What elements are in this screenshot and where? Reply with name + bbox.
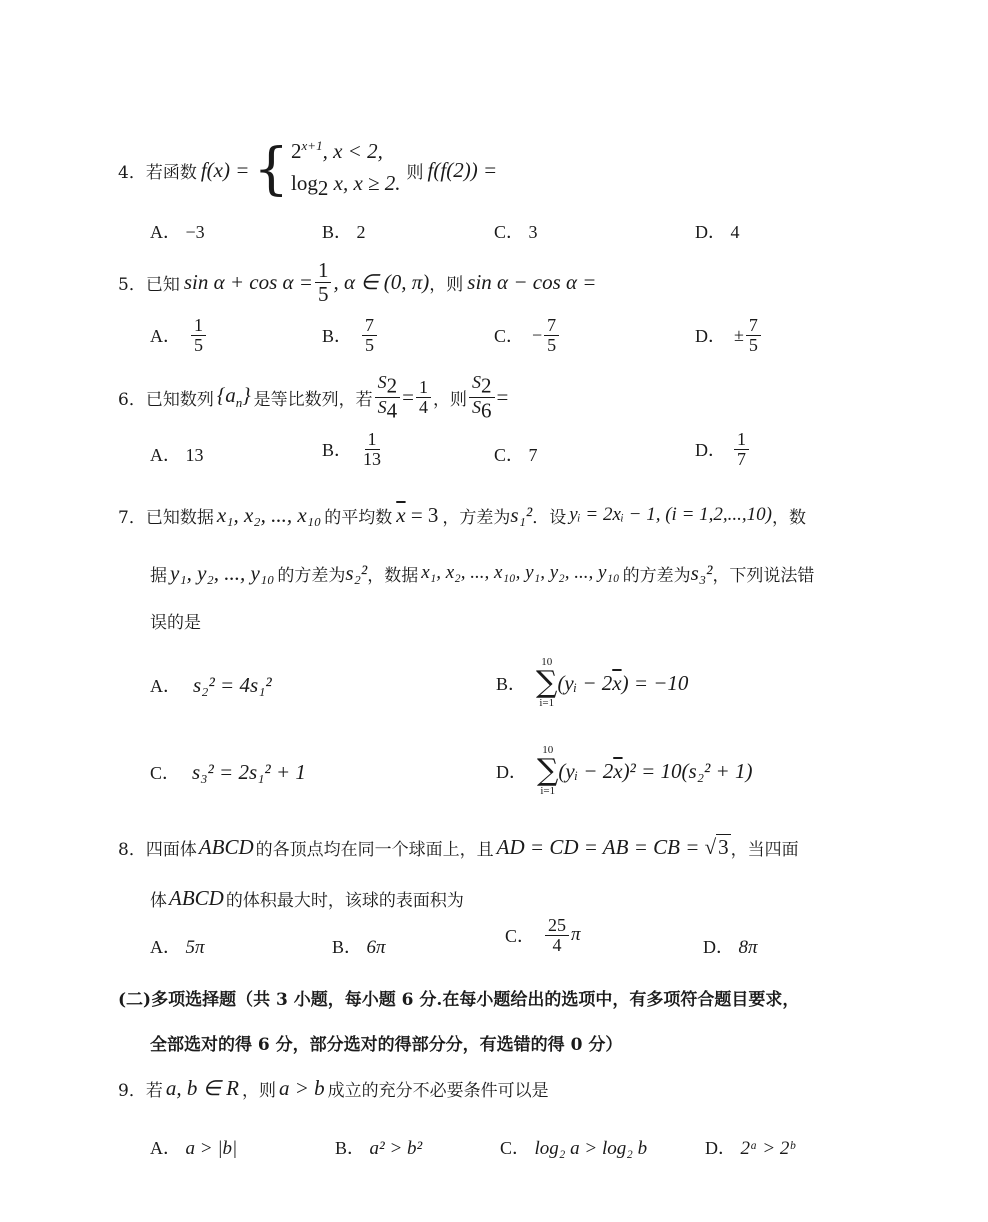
q4-stem [118, 135, 497, 205]
q8-l2-a: 体 [150, 890, 167, 911]
q5-fraction: $\frac{1}{5}$ [315, 259, 332, 304]
q5-option-c: C． − $\frac{7}{5}$ [494, 316, 561, 355]
q9-text-a: 若 [145, 1080, 163, 1101]
q6-stem [118, 370, 508, 424]
q8-l2-b: 的体积最大时，该球的表面积为 [225, 890, 464, 911]
q8-l1-eq: AD = CD = AB = CB = √3 [496, 834, 729, 859]
q7-l2-s2: s₂² [345, 560, 368, 585]
q6-option-c: C． 7 [494, 445, 538, 465]
q7-l1-e: ，数 [771, 507, 806, 528]
sum-icon: 10 ∑ i=1 [537, 744, 559, 797]
q7-line-1 [118, 498, 806, 532]
q7-l1-a: 已知数据 [145, 507, 214, 528]
q8-option-b: B． 6π [332, 937, 386, 958]
q9-cond: a, b ∈ R [165, 1075, 239, 1100]
q8-line-1 [118, 830, 799, 864]
q4-option-c: C． 3 [494, 222, 538, 242]
q7-l1-data: x₁, x₂, ..., x₁₀ [216, 502, 322, 527]
q5-expr-a: sin α + cos α = [183, 269, 313, 294]
q5-stem [118, 254, 596, 310]
q7-l1-b: 的平均数 [324, 507, 393, 528]
section-heading-line-2: 全部选对的得 6 分，部分选对的得部分分，有选错的得 0 分） [150, 1035, 623, 1055]
q4-ask: f(f(2)) = [427, 157, 498, 182]
q7-line-2 [150, 556, 814, 590]
q6-seq: $\{a_n\}$ [216, 382, 251, 411]
q7-l2-data: x₁, x₂, ..., x₁₀, y₁, y₂, ..., y₁₀ [421, 562, 620, 583]
q9-option-a: A． a > |b| [150, 1138, 238, 1159]
q8-number: 8． [118, 839, 146, 860]
q9-option-c: C． log₂ a > log₂ b [500, 1138, 648, 1159]
q6-fraction-2: $\frac{1}{4}$ [416, 378, 431, 417]
q9-number: 9． [118, 1080, 146, 1101]
q9-option-d: D． 2ᵃ > 2ᵇ [705, 1138, 795, 1159]
q7-l2-c: ，数据 [367, 565, 419, 586]
q7-l2-y: y₁, y₂, ..., y₁₀ [170, 560, 275, 585]
q7-l2-e: ，下列说法错 [712, 565, 815, 586]
q9-text-b: ，则 [241, 1080, 276, 1101]
q5-ask: sin α − cos α = [467, 269, 597, 294]
q4-option-b: B． 2 [322, 222, 366, 242]
q4-text-b: 则 [406, 162, 424, 183]
q7-l2-a: 据 [150, 565, 167, 586]
q6-equals-2: = [496, 384, 509, 409]
q5-number: 5． [118, 274, 146, 295]
q4-number: 4． [118, 162, 146, 183]
q7-option-c: C． s₃² = 2s₁² + 1 [150, 759, 306, 784]
q7-line-3: 误的是 [150, 613, 201, 633]
q8-option-d: D． 8π [703, 937, 758, 958]
q8-line-2 [150, 881, 464, 915]
q6-text-c: ，则 [433, 389, 467, 410]
q4-brace: { [253, 137, 290, 202]
q8-l1-c: ，当四面 [730, 839, 799, 860]
q6-number: 6． [118, 389, 146, 410]
q6-text-a: 已知数列 [145, 389, 214, 410]
q6-option-d: D． $\frac{1}{7}$ [695, 430, 751, 469]
q7-option-d: D． 10 ∑ i=1 (yᵢ − $2\overline{x})^2 = 10(s_2^2 + 1)$ [496, 744, 753, 797]
q8-l1-a: 四面体 [145, 839, 197, 860]
q9-text-c: 成立的充分不必要条件可以是 [327, 1080, 549, 1101]
q8-l2-abcd: ABCD [169, 885, 224, 910]
q5-text-a: 已知 [145, 274, 180, 295]
q4-case-1: $2^{x+1}$, x < 2, [291, 137, 383, 163]
q5-text-b: ，则 [429, 274, 464, 295]
q9-option-b: B． a² > b² [335, 1138, 423, 1159]
q7-l2-d: 的方差为 [622, 565, 691, 586]
q6-option-a: A． 13 [150, 445, 204, 465]
q5-option-b: B． $\frac{7}{5}$ [322, 316, 379, 355]
q4-cases [291, 135, 401, 205]
q6-fraction-3: $\frac{S_2}{S_6}$ [469, 373, 495, 421]
q5-option-a: A． $\frac{1}{5}$ [150, 316, 208, 355]
q7-l1-d: ．设 [532, 507, 567, 528]
q7-l1-c: ，方差为 [442, 507, 511, 528]
q7-l1-s1: s₁² [510, 502, 533, 527]
q4-fx: f(x) = [200, 157, 250, 182]
q6-fraction-1: $\frac{S_2}{S_4}$ [375, 373, 401, 421]
q7-mean: $\overline{x} = 3$ [396, 502, 439, 527]
q7-l2-s3: s₃² [690, 560, 713, 585]
q4-case-2: $\log_2 x$, x ≥ 2. [291, 171, 401, 201]
q4-option-a: A． −3 [150, 222, 205, 242]
q8-option-a: A． 5π [150, 937, 205, 958]
q8-option-c: C． $\frac{25}{4}$ π [505, 915, 581, 955]
q4-text-a: 若函数 [145, 162, 197, 183]
q9-rel: a > b [278, 1075, 325, 1100]
sum-icon: 10 ∑ i=1 [536, 656, 558, 709]
q6-text-b: 是等比数列，若 [253, 389, 373, 410]
q7-l2-b: 的方差为 [277, 565, 346, 586]
q7-option-a: A． s₂² = 4s₁² [150, 672, 272, 697]
q7-number: 7． [118, 507, 146, 528]
q5-expr-b: , α ∈ (0, π) [333, 269, 430, 294]
q8-l1-abcd: ABCD [198, 834, 254, 859]
q9-stem [118, 1071, 549, 1105]
q6-equals: = [402, 384, 414, 409]
q7-option-b: B． 10 ∑ i=1 (yᵢ − $2\overline{x}) = -10$ [496, 656, 689, 709]
q7-l1-y: yᵢ = 2xᵢ − 1, (i = 1,2,...,10) [569, 504, 772, 525]
q4-option-d: D． 4 [695, 222, 740, 242]
q8-l1-b: 的各顶点均在同一个球面上，且 [255, 839, 494, 860]
q5-option-d: D． ± $\frac{7}{5}$ [695, 316, 763, 355]
section-heading-line-1: (二)多项选择题（共 3 小题，每小题 6 分.在每小题给出的选项中，有多项符合题目要求， [118, 990, 800, 1010]
q6-option-b: B． $\frac{1}{13}$ [322, 429, 382, 469]
